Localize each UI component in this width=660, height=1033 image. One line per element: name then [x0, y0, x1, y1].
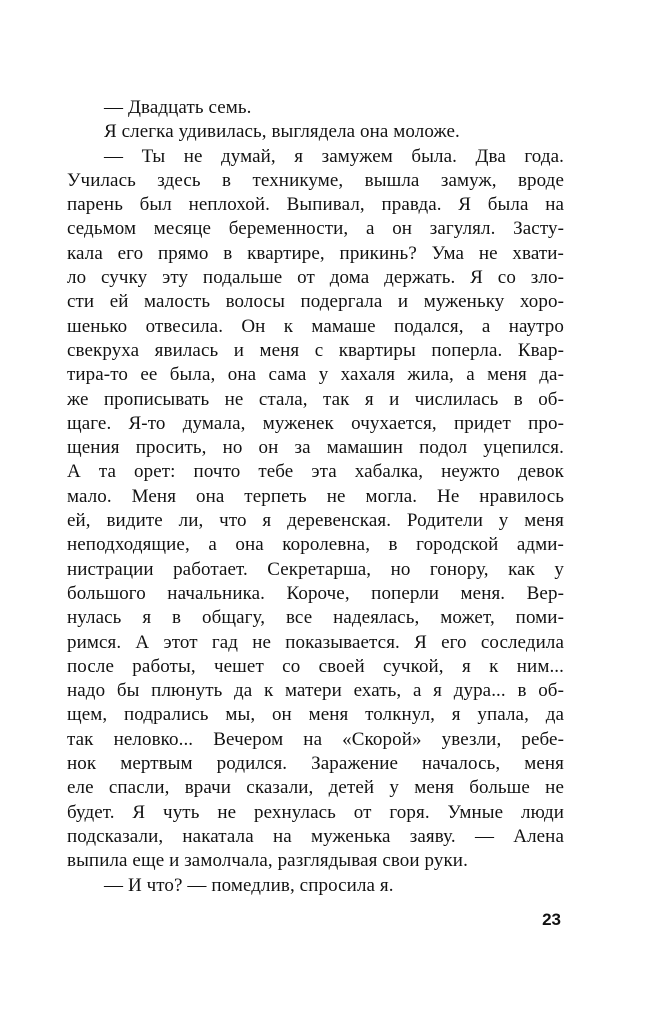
text-line: же прописывать не стала, так я и числилась в об-: [67, 388, 564, 410]
page-text: [67, 96, 564, 898]
text-line: мало. Меня она терпеть не могла. Не нравилось: [67, 485, 564, 507]
text-line: — Двадцать семь.: [104, 97, 252, 118]
text-line: выпила еще и замолчала, разглядывая свои руки.: [67, 850, 468, 872]
text-line: — Ты не думай, я замужем была. Два года.: [104, 145, 564, 167]
text-line: ей, видите ли, что я деревенская. Родители у меня: [67, 510, 564, 532]
text-line: — И что? — помедлив, спросила я.: [104, 874, 394, 896]
page-number: 23: [542, 910, 561, 929]
text-line: так неловко... Вечером на «Скорой» увезли, ребе-: [67, 728, 564, 750]
text-line: нулась я в общагу, все надеялась, может, поми-: [67, 607, 564, 629]
text-line: ло сучку эту подальше от дома держать. Я со зло-: [67, 267, 564, 289]
text-line: большого начальника. Короче, поперли меня. Вер-: [67, 582, 564, 604]
text-line: римся. А этот гад не показывается. Я его соследила: [67, 631, 564, 653]
text-line: кала его прямо в квартире, прикинь? Ума не хвати-: [67, 242, 564, 264]
text-line: неподходящие, а она королевна, в городской адми-: [67, 534, 564, 556]
text-line: шенько отвесила. Он к мамаше подался, а наутро: [67, 315, 564, 337]
text-line: свекруха явилась и меня с квартиры поперла. Квар-: [67, 339, 564, 361]
text-line: Я слегка удивилась, выглядела она моложе.: [104, 121, 460, 143]
text-line: надо бы плюнуть да к матери ехать, а я дура... в об-: [67, 680, 564, 702]
text-line: нок мертвым родился. Заражение началось, меня: [67, 753, 564, 775]
text-line: после работы, чешет со своей сучкой, я к ним...: [67, 655, 564, 677]
text-line: сти ей малость волосы подергала и муженьку хоро-: [67, 291, 564, 313]
text-line: седьмом месяце беременности, а он загулял. Засту-: [67, 218, 564, 240]
text-line: нистрации работает. Секретарша, но гонору, как у: [67, 558, 564, 580]
text-line: парень был неплохой. Выпивал, правда. Я была на: [67, 194, 564, 216]
text-line: щем, подрались мы, он меня толкнул, я упала, да: [67, 704, 564, 726]
text-line: будет. Я чуть не рехнулась от горя. Умные люди: [67, 801, 564, 823]
text-line: А та орет: почто тебе эта хабалка, неужто девок: [67, 461, 564, 483]
text-line: тира-то ее была, она сама у хахаля жила, а меня да-: [67, 364, 564, 386]
text-line: подсказали, накатала на муженька заяву. — Алена: [67, 825, 564, 847]
text-line: Училась здесь в техникуме, вышла замуж, вроде: [67, 169, 564, 191]
text-line: щения просить, но он за мамашин подол уцепился.: [67, 437, 564, 459]
text-line: щаге. Я-то думала, муженек очухается, придет про-: [67, 412, 564, 434]
text-line: еле спасли, врачи сказали, детей у меня больше не: [67, 777, 564, 799]
